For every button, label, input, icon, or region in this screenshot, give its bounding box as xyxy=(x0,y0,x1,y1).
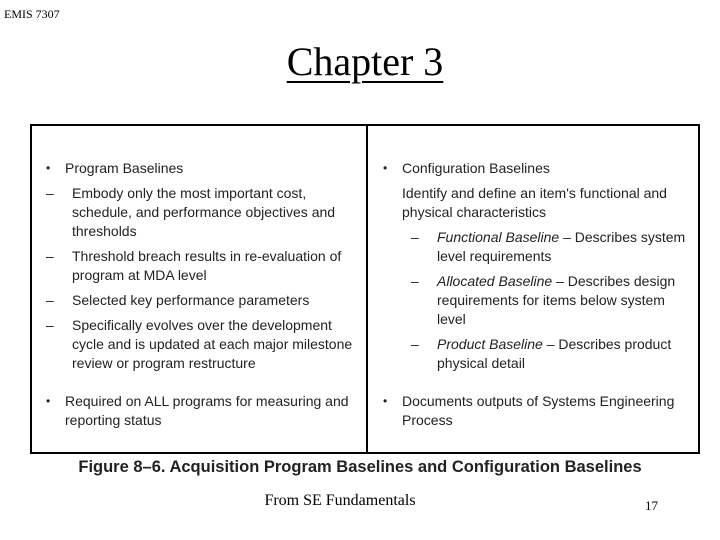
baseline-term: Allocated Baseline xyxy=(437,273,553,289)
list-item: – Specifically evolves over the development cycle and is updated at each major milestone review or program restructure xyxy=(46,317,353,371)
list-item: – Functional Baseline – Describes system level requirements xyxy=(411,229,686,264)
list-item: – Selected key performance parameters xyxy=(46,292,310,308)
baseline-term: Functional Baseline xyxy=(437,229,560,245)
list-item: – Embody only the most important cost, schedule, and performance objectives and thresholds xyxy=(46,185,336,239)
page-title: Chapter 3 xyxy=(286,39,444,84)
baseline-text: – Describes system level requirements xyxy=(437,229,686,264)
course-code: EMIS 7307 xyxy=(4,7,60,21)
baseline-term: Product Baseline xyxy=(437,336,543,352)
baseline-text: – Describes design requirements for items below system level xyxy=(437,273,676,327)
list-item: – Threshold breach results in re-evaluation of program at MDA level xyxy=(46,248,342,283)
baseline-text: – Describes product physical detail xyxy=(437,336,672,371)
program-baselines-column xyxy=(46,159,356,428)
page-number: 17 xyxy=(645,498,658,513)
description-text: Identify and define an item's functional and physical characteristics xyxy=(402,185,667,220)
required-note: • Required on ALL programs for measuring and reporting status xyxy=(46,392,375,430)
figure-caption: Figure 8–6. Acquisition Program Baselines and Configuration Baselines xyxy=(78,458,642,476)
documents-note: • Documents outputs of Systems Engineering Process xyxy=(383,392,707,430)
list-item-text: Specifically evolves over the development cycle and is updated at each major milestone review or program restructure xyxy=(72,317,353,371)
source-footer: From SE Fundamentals xyxy=(264,492,416,509)
list-item: – Product Baseline – Describes product physical detail xyxy=(411,336,672,371)
list-item-text: Threshold breach results in re-evaluation of program at MDA level xyxy=(72,248,342,283)
configuration-baselines-column xyxy=(383,159,688,428)
list-item-text: Selected key performance parameters xyxy=(72,292,310,308)
list-item: – Allocated Baseline – Describes design requirements for items below system level xyxy=(411,273,676,327)
program-baselines-heading: • Program Baselines xyxy=(46,159,356,178)
list-item-text: Embody only the most important cost, schedule, and performance objectives and thresholds xyxy=(72,185,336,239)
baselines-figure xyxy=(30,124,700,454)
configuration-description xyxy=(383,184,688,222)
configuration-baselines-heading: • Configuration Baselines xyxy=(383,159,688,178)
